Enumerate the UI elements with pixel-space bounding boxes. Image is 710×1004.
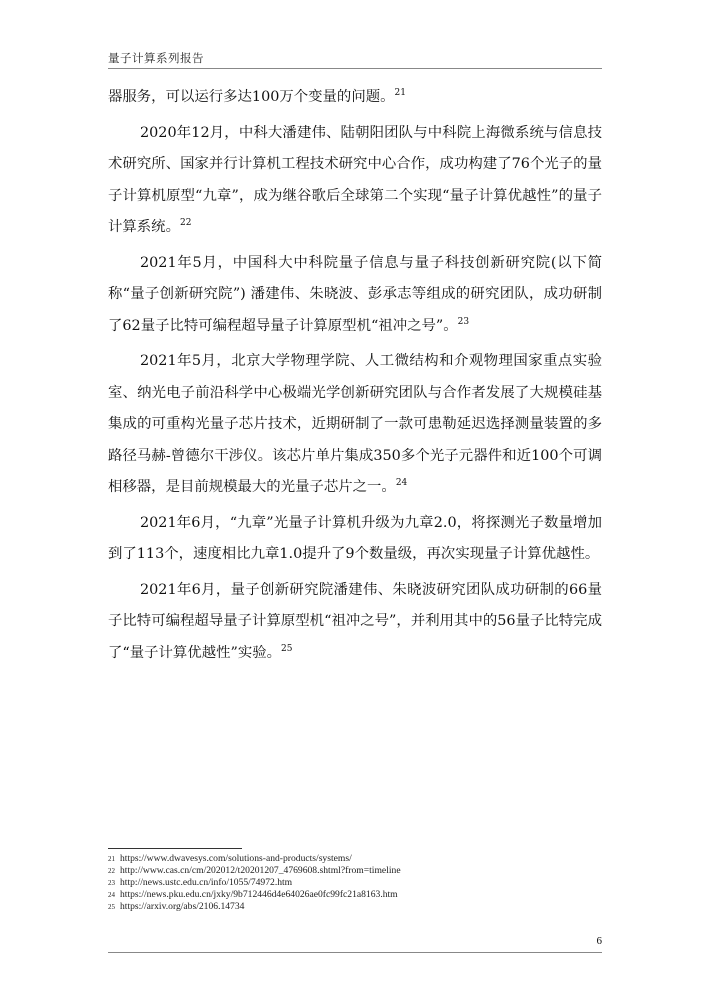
- footnote-link[interactable]: https://news.pku.edu.cn/jxky/9b712446d4e64026ae0fc99fc21a8163.htm: [120, 889, 398, 900]
- footnote: [108, 901, 602, 913]
- footnote-ref: 25: [281, 643, 293, 654]
- footer-rule: [108, 952, 602, 953]
- paragraph-text: 2020年12月，中科大潘建伟、陆朝阳团队与中科院上海微系统与信息技术研究所、国家并行计算机工程技术研究中心合作，成功构建了76个光子的量子计算机原型“九章”，成为继谷歌后全球第二个实现“量子计算优越性”的量子计算系统。: [108, 124, 602, 235]
- footnote: [108, 853, 602, 865]
- footnote-ref: 24: [395, 478, 408, 489]
- paragraph-continuation: [108, 82, 602, 114]
- paragraph: [108, 508, 602, 571]
- footnote-number: 22: [108, 867, 115, 875]
- footnote-link[interactable]: https://www.dwavesys.com/solutions-and-products/systems/: [120, 853, 352, 864]
- footnote: [108, 877, 602, 889]
- footnote-ref: 23: [457, 316, 470, 327]
- paragraph: [108, 118, 602, 244]
- footnote-number: 21: [108, 855, 115, 863]
- footnote: [108, 889, 602, 901]
- running-header: 量子计算系列报告: [108, 51, 204, 65]
- footnote-number: 25: [108, 903, 115, 911]
- paragraph-text: 2021年5月，中国科大中科院量子信息与量子科技创新研究院(以下简称“量子创新研究院”) 潘建伟、朱晓波、彭承志等组成的研究团队，成功研制了62量子比特可编程超导量子计算原型机“祖冲之号”。: [108, 254, 602, 334]
- page-number: 6: [596, 935, 602, 947]
- paragraph: [108, 346, 602, 504]
- footnotes: [108, 853, 602, 913]
- paragraph-text: 器服务，可以运行多达100万个变量的问题。: [108, 89, 395, 105]
- footnote-number: 23: [108, 879, 115, 887]
- footnote-separator: [108, 848, 242, 849]
- paragraph-text: 2021年6月，量子创新研究院潘建伟、朱晓波研究团队成功研制的66量子比特可编程超导量子计算原型机“祖冲之号”，并利用其中的56量子比特完成了“量子计算优越性”实验。: [108, 581, 602, 661]
- paragraph: [108, 248, 602, 343]
- footnote: [108, 865, 602, 877]
- footnote-link[interactable]: http://www.cas.cn/cm/202012/t20201207_4769608.shtml?from=timeline: [120, 865, 401, 876]
- footnote-ref: 21: [394, 88, 406, 99]
- paragraph: [108, 575, 602, 670]
- paragraph-text: 2021年6月，“九章”光量子计算机升级为九章2.0，将探测光子数量增加到了113个，速度相比九章1.0提升了9个数量级，再次实现量子计算优越性。: [108, 514, 602, 562]
- header-rule: [108, 68, 602, 69]
- footnote-ref: 22: [179, 218, 192, 229]
- body-text: [108, 82, 602, 673]
- footnote-link[interactable]: https://arxiv.org/abs/2106.14734: [120, 901, 245, 912]
- footnote-number: 24: [108, 891, 115, 899]
- paragraph-text: 2021年5月，北京大学物理学院、人工微结构和介观物理国家重点实验室、纳光电子前沿科学中心极端光学创新研究团队与合作者发展了大规模硅基集成的可重构光量子芯片技术，近期研制了一款可患勒延迟选择测量装置的多路径马赫-曾德尔干涉仪。该芯片单片集成350多个光子元器件和近100个可调相移器，是目前规模最大的光量子芯片之一。: [108, 353, 602, 495]
- footnote-link[interactable]: http://news.ustc.edu.cn/info/1055/74972.htm: [120, 877, 293, 888]
